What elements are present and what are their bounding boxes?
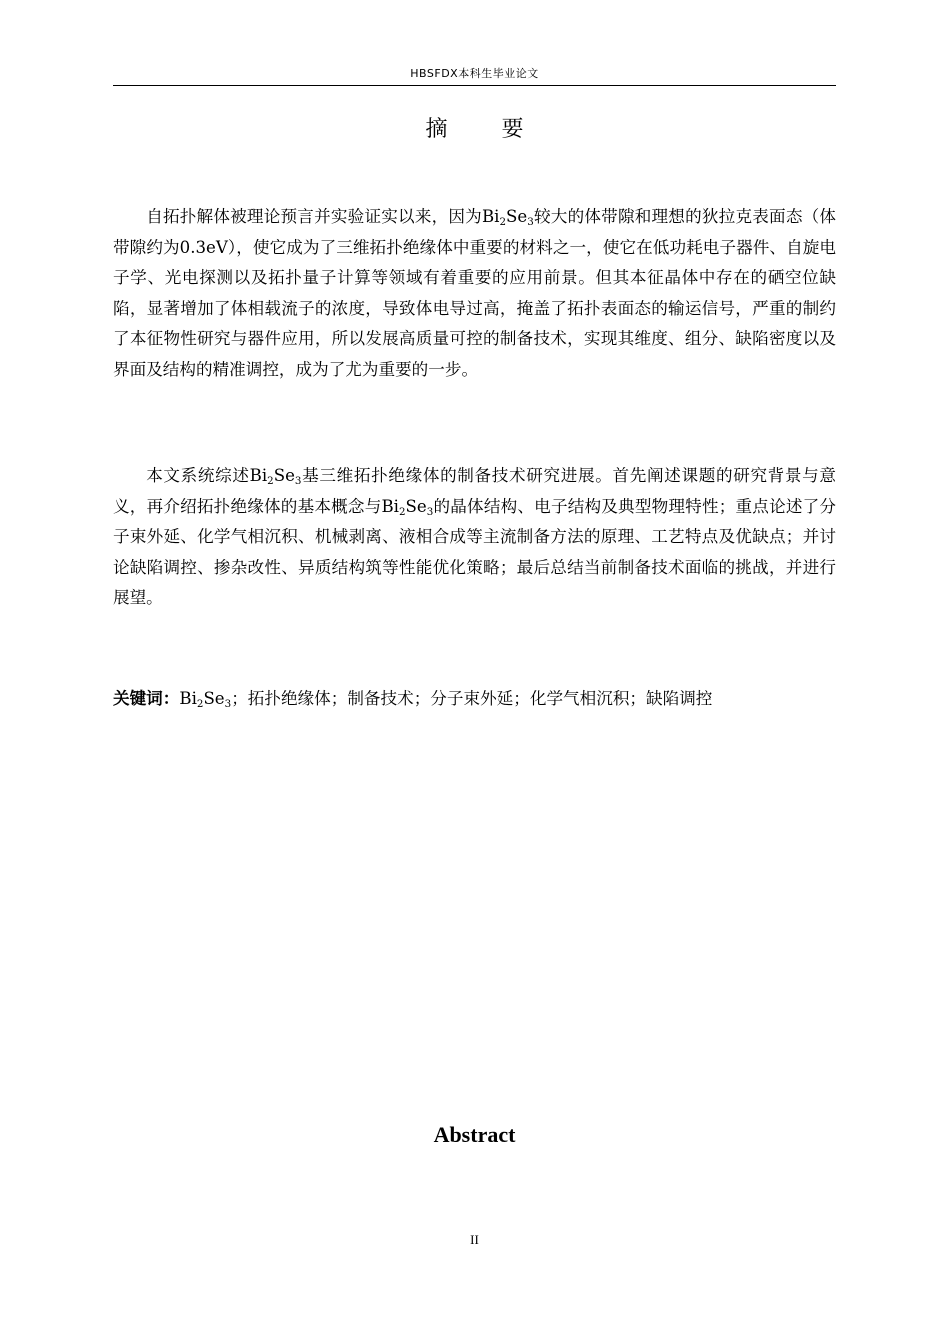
paragraph-2-text-b: 基三维拓扑绝缘体的制备技术研究进展。首先阐述课题的研究背景与意义，再介绍拓扑绝缘体的基本概念与 [113, 466, 837, 516]
paragraph-2-text-c: 的晶体结构、电子结构及典型物理特性；重点论述了分子束外延、化学气相沉积、机械剥离、液相合成等主流制备方法的原理、工艺特点及优缺点；并讨论缺陷调控、掺杂改性、异质结构筑等性能优化策略；最后总结当前制备技术面临的挑战，并进行展望。 [113, 496, 837, 608]
keywords-label: 关键词： [113, 689, 180, 708]
formula-bi2se3: $Bi_2Se_3$ [179, 689, 232, 711]
running-header: HBSFDX本科生毕业论文 [410, 67, 539, 80]
keywords-line [113, 684, 836, 714]
abstract-title-en: Abstract [433, 1122, 516, 1147]
paragraph-1-text-a: 自拓扑解体被理论预言并实验证实以来，因为 [146, 207, 482, 226]
paragraph-1-text-b: 较大的体带隙和理想的狄拉克表面态（体带隙约为0.3eV），使它成为了三维拓扑绝缘体中重要的材料之一，使它在低功耗电子器件、自旋电子学、光电探测以及拓扑量子计算等领域有着重要的应用前景。但其本征晶体中存在的硒空位缺陷，显著增加了体相载流子的浓度，导致体电导过高，掩盖了拓扑表面态的输运信号，严重的制约了本征物性研究与器件应用，所以发展高质量可控的制备技术，实现其维度、组分、缺陷密度以及界面及结构的精准调控，成为了尤为重要的一步。 [113, 207, 837, 379]
abstract-title-zh: 摘 要 [425, 117, 540, 142]
abstract-paragraph-2 [113, 461, 836, 614]
keywords-list: ；拓扑绝缘体；制备技术；分子束外延；化学气相沉积；缺陷调控 [231, 689, 713, 708]
paragraph-2-text-a: 本文系统综述 [146, 466, 250, 485]
page-number: II [470, 1232, 479, 1247]
formula-bi2se3: $Bi_2Se_3$ [249, 466, 302, 488]
abstract-paragraph-1 [113, 202, 836, 386]
header-rule [113, 85, 836, 86]
formula-bi2se3: $Bi_2Se_3$ [481, 207, 534, 229]
formula-bi2se3: $Bi_2Se_3$ [381, 496, 434, 518]
